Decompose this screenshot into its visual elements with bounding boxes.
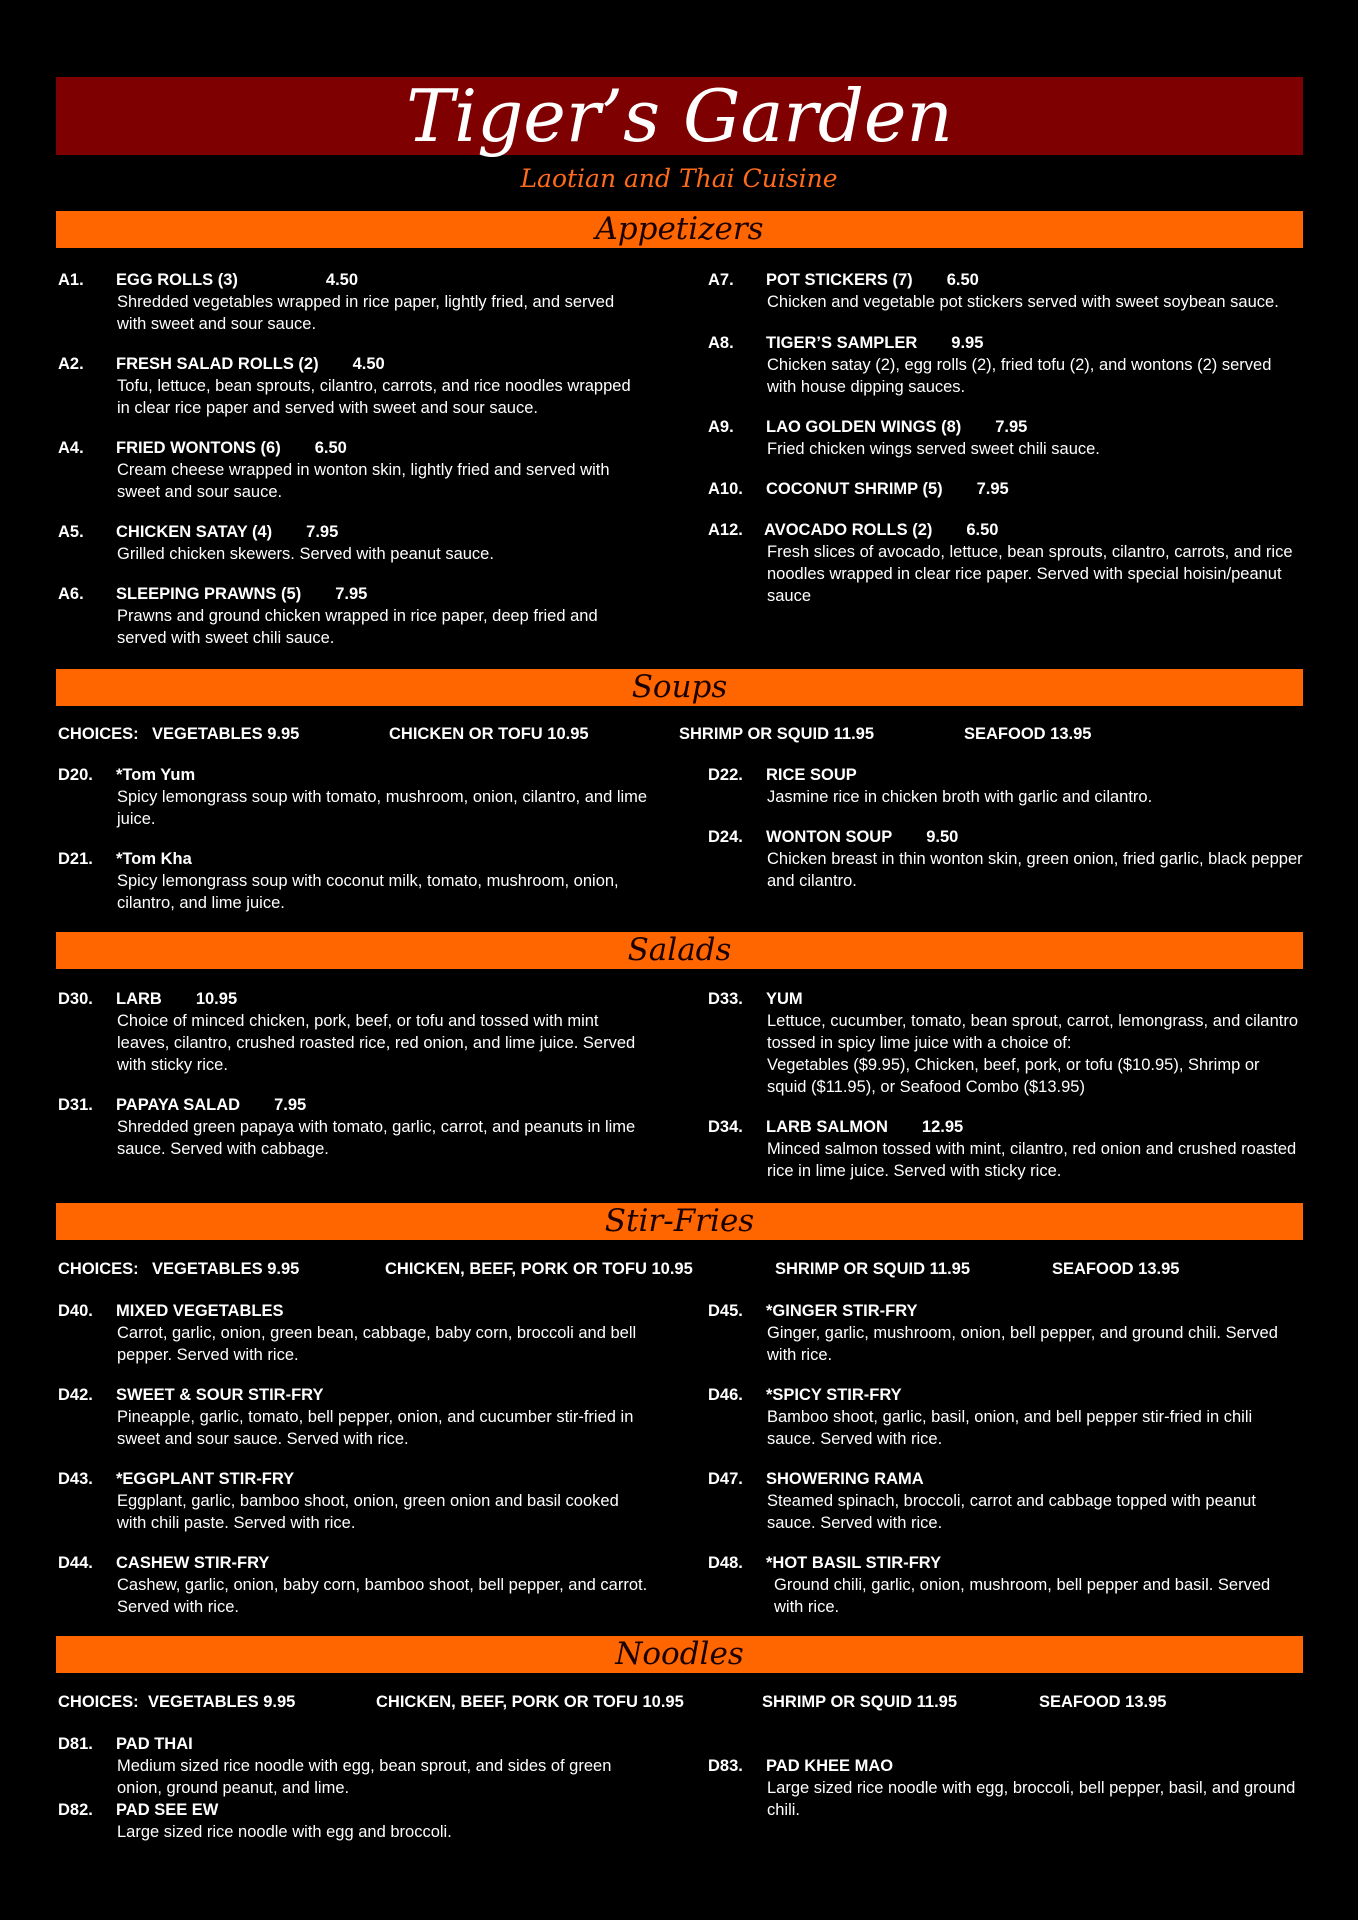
section-band-stir-fries (56, 1203, 1303, 1240)
menu-item: D42. SWEET & SOUR STIR-FRY Pineapple, garlic, tomato, bell pepper, onion, and cucumber stir-fried in sweet and sour sauce. Served with rice. (58, 1386, 634, 1448)
menu-item: D45. *GINGER STIR-FRY Ginger, garlic, mushroom, onion, bell pepper, and ground chili. Served with rice. (708, 1302, 1278, 1364)
menu-item: D33. YUM Lettuce, cucumber, tomato, bean sprout, carrot, lemongrass, and cilantro tossed in spicy lime juice with a choice of: Vegetables ($9.95), Chicken, beef, pork, or tofu ($10.95), Shrimp or squid ($11.95), or Seafood Combo ($13.95) (708, 990, 1299, 1096)
menu-item: D83. PAD KHEE MAO Large sized rice noodle with egg, broccoli, bell pepper, basil, and ground chili. (708, 1757, 1296, 1819)
menu-item: D31. PAPAYA SALAD 7.95 Shredded green papaya with tomato, garlic, carrot, and peanuts in lime sauce. Served with cabbage. (58, 1096, 636, 1158)
section-title: Soups (631, 669, 728, 705)
section-band-soups (56, 669, 1303, 706)
menu-item: D40. MIXED VEGETABLES Carrot, garlic, onion, green bean, cabbage, baby corn, broccoli and bell pepper. Served with rice. (58, 1302, 637, 1364)
restaurant-title-bar (56, 74, 1303, 158)
section-title: Appetizers (595, 211, 764, 247)
section-title: Noodles (615, 1636, 744, 1672)
menu-item: D22. RICE SOUP Jasmine rice in chicken broth with garlic and cilantro. (708, 766, 1153, 806)
menu-item: D82. PAD SEE EW Large sized rice noodle with egg and broccoli. (58, 1801, 452, 1841)
menu-item: D48. *HOT BASIL STIR-FRY Ground chili, garlic, onion, mushroom, bell pepper and basil. Served with rice. (708, 1554, 1271, 1616)
section-band-appetizers (56, 211, 1303, 248)
menu-item: A8. TIGER’S SAMPLER 9.95 Chicken satay (2), egg rolls (2), fried tofu (2), and wontons (2) served with house dipping sauces. (708, 334, 1272, 396)
menu-item: D43. *EGGPLANT STIR-FRY Eggplant, garlic, bamboo shoot, onion, green onion and basil cooked with chili paste. Served with rice. (58, 1470, 619, 1532)
menu-item: A2. FRESH SALAD ROLLS (2) 4.50 Tofu, lettuce, bean sprouts, cilantro, carrots, and rice noodles wrapped in clear rice paper and served with sweet and sour sauce. (58, 355, 631, 417)
section-title: Salads (627, 932, 732, 968)
menu-item: A12. AVOCADO ROLLS (2) 6.50 Fresh slices of avocado, lettuce, bean sprouts, cilantro, carrots, and rice noodles wrapped in clear rice paper. Served with special hoisin/peanut sauce (708, 521, 1293, 605)
menu-item: A4. FRIED WONTONS (6) 6.50 Cream cheese wrapped in wonton skin, lightly fried and served with sweet and sour sauce. (58, 439, 610, 501)
menu-item: D34. LARB SALMON 12.95 Minced salmon tossed with mint, cilantro, red onion and crushed roasted rice in lime juice. Served with sticky rice. (708, 1118, 1297, 1180)
menu-item: A1. EGG ROLLS (3) 4.50 Shredded vegetables wrapped in rice paper, lightly fried, and served with sweet and sour sauce. (58, 271, 615, 333)
menu-item: A6. SLEEPING PRAWNS (5) 7.95 Prawns and ground chicken wrapped in rice paper, deep fried and served with sweet chili sauce. (58, 585, 598, 647)
menu-item: A10. COCONUT SHRIMP (5) 7.95 (708, 480, 1009, 498)
restaurant-subtitle: Laotian and Thai Cuisine (520, 164, 838, 193)
menu-item: D24. WONTON SOUP 9.50 Chicken breast in thin wonton skin, green onion, fried garlic, black pepper and cilantro. (708, 828, 1303, 890)
section-band-salads (56, 932, 1303, 969)
menu-item: D46. *SPICY STIR-FRY Bamboo shoot, garlic, basil, onion, and bell pepper stir-fried in chili sauce. Served with rice. (708, 1386, 1253, 1448)
menu-item: D47. SHOWERING RAMA Steamed spinach, broccoli, carrot and cabbage topped with peanut sauce. Served with rice. (708, 1470, 1256, 1532)
section-band-noodles (56, 1636, 1303, 1673)
menu-item: A9. LAO GOLDEN WINGS (8) 7.95 Fried chicken wings served sweet chili sauce. (708, 418, 1100, 458)
restaurant-name: Tiger’s Garden (406, 74, 953, 158)
menu-item: A7. POT STICKERS (7) 6.50 Chicken and vegetable pot stickers served with sweet soybean sauce. (708, 271, 1279, 311)
menu-item: D21. *Tom Kha Spicy lemongrass soup with coconut milk, tomato, mushroom, onion, cilantro, and lime juice. (58, 850, 619, 912)
menu-item: D30. LARB 10.95 Choice of minced chicken, pork, beef, or tofu and tossed with mint leaves, cilantro, crushed roasted rice, red onion, and lime juice. Served with sticky rice. (58, 990, 636, 1074)
section-title: Stir-Fries (604, 1203, 755, 1239)
menu-item: D81. PAD THAI Medium sized rice noodle with egg, bean sprout, and sides of green onion, ground peanut, and lime. (58, 1735, 612, 1797)
menu-item: D44. CASHEW STIR-FRY Cashew, garlic, onion, baby corn, bamboo shoot, bell pepper, and carrot. Served with rice. (58, 1554, 648, 1616)
menu-item: A5. CHICKEN SATAY (4) 7.95 Grilled chicken skewers. Served with peanut sauce. (58, 523, 494, 563)
menu-item: D20. *Tom Yum Spicy lemongrass soup with tomato, mushroom, onion, cilantro, and lime juice. (58, 766, 648, 828)
